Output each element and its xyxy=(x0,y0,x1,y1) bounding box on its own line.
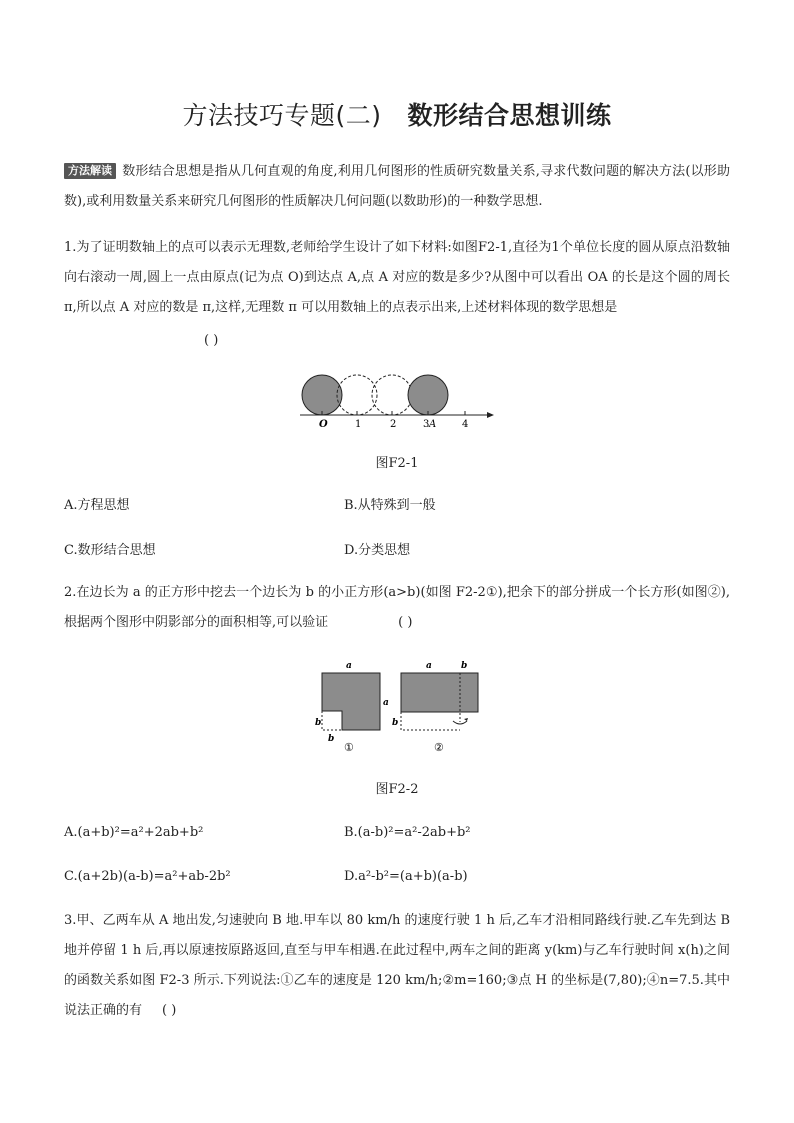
fig1-label-b-left: b xyxy=(315,718,322,728)
cutout-outline-2 xyxy=(401,712,460,730)
figure-f2-2-caption: 图F2-2 xyxy=(375,782,419,797)
q1-option-c[interactable]: C.数形结合思想 xyxy=(64,543,156,558)
fig2-label-a-top: a xyxy=(426,661,432,671)
intro-text: 数形结合思想是指从几何直观的角度,利用几何图形的性质研究数量关系,寻求代数问题的解决方法(以形助数),或利用数量关系来研究几何图形的性质解决几何问题(以数助形)的一种数学思想. xyxy=(64,164,730,209)
fig1-label-a-top: a xyxy=(346,661,352,671)
intro-paragraph xyxy=(64,157,730,217)
label-4: 4 xyxy=(462,419,469,430)
q1-text: 1.为了证明数轴上的点可以表示无理数,老师给学生设计了如下材料:如图F2-1,直径为1个单位长度的圆从原点沿数轴向右滚动一周,圆上一点由原点(记为点 O)到达点 A,点 A 对应的数是多少?从图中可以看出 OA 的长是这个圆的周长 π,所以点 A 对应的数是 π,这样,无理数 π 可以用数轴上的点表示出来,上述材料体现的数学思想是 xyxy=(64,240,730,315)
fig1-number: ① xyxy=(344,741,354,754)
label-a: A xyxy=(429,419,437,430)
q1-option-b[interactable]: B.从特殊到一般 xyxy=(344,498,436,513)
figure-f2-1 xyxy=(295,370,500,432)
question-1 xyxy=(64,233,730,323)
shaded-region-1 xyxy=(322,673,380,730)
fig2-label-b-top: b xyxy=(461,661,468,671)
q3-text: 3.甲、乙两车从 A 地出发,匀速驶向 B 地.甲车以 80 km/h 的速度行驶 1 h 后,乙车才沿相同路线行驶.乙车先到达 B 地并停留 1 h 后,再以原速按原路返回,直至与甲车相遇.在此过程中,两车之间的距离 y(km)与乙车行驶时间 x(h)之间的函数关系如图 F2-3 所示.下列说法:①乙车的速度是 120 km/h;②m=160;③点 H 的坐标是(7,80);④n=7.5.其中说法正确的有 xyxy=(64,913,730,1018)
fig2-label-b-left: b xyxy=(392,718,399,728)
circle-rolling-2 xyxy=(372,375,412,415)
axis-arrow xyxy=(487,412,494,418)
label-3: 3 xyxy=(423,419,430,430)
page-title xyxy=(0,96,794,132)
title-part1: 方法技巧专题(二) xyxy=(182,101,382,130)
fig1-label-a-right: a xyxy=(383,698,389,708)
fig1-label-b-bottom: b xyxy=(328,734,335,744)
circle-start xyxy=(302,375,342,415)
figure-f2-2 xyxy=(306,655,491,755)
circle-end xyxy=(408,375,448,415)
figure-f2-1-caption: 图F2-1 xyxy=(375,456,419,471)
circle-rolling-1 xyxy=(337,375,377,415)
q2-option-a[interactable]: A.(a+b)²=a²+2ab+b² xyxy=(64,825,204,840)
method-badge: 方法解读 xyxy=(64,163,116,179)
cutout-outline xyxy=(322,711,342,730)
question-3 xyxy=(64,906,730,1026)
q1-option-a[interactable]: A.方程思想 xyxy=(64,498,130,513)
q1-answer-bracket: ( ) xyxy=(204,333,219,348)
q2-option-b[interactable]: B.(a-b)²=a²-2ab+b² xyxy=(344,825,471,840)
label-origin: O xyxy=(319,419,328,430)
q2-option-d[interactable]: D.a²-b²=(a+b)(a-b) xyxy=(344,869,468,884)
q1-option-d[interactable]: D.分类思想 xyxy=(344,543,411,558)
q2-option-c[interactable]: C.(a+2b)(a-b)=a²+ab-2b² xyxy=(64,869,231,884)
shaded-region-2 xyxy=(401,673,478,712)
label-2: 2 xyxy=(390,419,397,430)
fig2-number: ② xyxy=(434,741,444,754)
q2-answer-bracket: ( ) xyxy=(398,615,413,630)
question-2 xyxy=(64,578,730,638)
q3-answer-bracket: ( ) xyxy=(162,1003,177,1018)
q2-text: 2.在边长为 a 的正方形中挖去一个边长为 b 的小正方形(a>b)(如图 F2-2①),把余下的部分拼成一个长方形(如图②),根据两个图形中阴影部分的面积相等,可以验证 xyxy=(64,585,730,630)
label-1: 1 xyxy=(355,419,362,430)
title-part2: 数形结合思想训练 xyxy=(407,101,612,130)
